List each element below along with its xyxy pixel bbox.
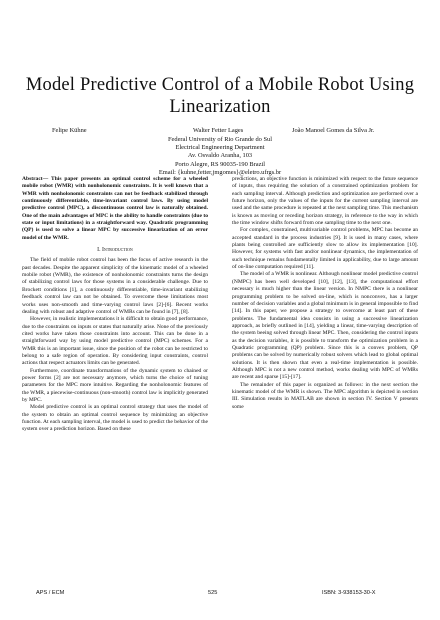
affiliation <box>0 136 440 177</box>
affiliation-email: Email: {kuhne,fetter,jmgomes}@eletro.ufrgs.br <box>158 168 282 176</box>
paragraph: For complex, constrained, multivariable control problems, MPC has become an accepted standard in the process industries [9]. It is used in many cases, where plants being controlled are sufficiently slow to allow its implementation [10]. However, for systems with fast and/or nonlinear dynamics, the implementation of such technique remains fundamentally limited in applicability, due to large amount of on-line computation required [11]. <box>232 227 418 271</box>
abstract: Abstract— This paper presents an optimal control scheme for a wheeled mobile robot (WMR) with nonholonomic constraints. It is well known that a WMR with nonholonomic constraints can not be feedback stabilized through continuously differentiable, time-invariant control laws. By using model predictive control (MPC), a discontinuous control law is naturally obtained. One of the main advantages of MPC is the ability to handle constraints (due to state or input limitations) in a straightforward way. Quadratic programming (QP) is used to solve a linear MPC by successive linearization of an error model of the WMR. <box>22 176 208 241</box>
author-3: João Manoel Gomes da Silva Jr. <box>292 127 375 134</box>
affiliation-line: Av. Osvaldo Aranha, 103 <box>187 152 253 160</box>
paragraph: The model of a WMR is nonlinear. Although nonlinear model predictive control (NMPC) has been well developed [10], [12], [13], the computational effort necessary is much higher than the linear version. In NMPC there is a nonlinear programming problem to be solved on-line, which is nonconvex, has a larger number of decision variables and a global minimum is in general impossible to find [14]. In this paper, we propose a strategy to overcome at least part of these problems. The fundamental idea consists in using a successive linearization approach, as briefly outlined in [14], yielding a linear, time-varying description of the system beeing solved through linear MPC. Then, considering the control inputs as the decision variables, it is possible to transform the optimization problem in a Quadratic programming (QP) problem. Since this is a convex problem, QP problems can be solved by numerically robust solvers which lead to global optimal solutions. It is then shown that even a real-time implementation is possible. Although MPC is not a new control method, works dealing with MPC of WMRs are recent and sparse [15]-[17]. <box>232 271 418 381</box>
left-column <box>22 176 208 434</box>
paragraph: predictions, an objective function is minimized with respect to the future sequence of inputs, thus requiring the solution of a constrained optimization problem for each sampling interval. Although prediction and optimization are performed over a future horizon, only the values of the inputs for the current sampling interval are used and the same procedure is repeated at the next sampling time. This mechanism is known as moving or receding horizon strategy, in reference to the way in which the time window shifts forward from one sampling time to the next one. <box>232 176 418 227</box>
paragraph: Furthermore, coordinate transformations of the dynamic system to chained or power forms [2] are not necessary anymore, which turns the choice of tuning parameters for the MPC more intuitive. Regarding the nonholonomic features of the WMR, a piecewise-continuous (non-smooth) control law is implicitly generated by MPC. <box>22 367 208 403</box>
title-line-2: Linearization <box>169 97 271 117</box>
affiliation-line: Federal University of Rio Grande do Sul <box>167 136 272 143</box>
paragraph: Model predictive control is an optimal control strategy that uses the model of the system to obtain an optimal control sequence by minimizing an objective function. At each sampling interval, the model is used to predict the behavior of the system over a prediction horizon. Based on these <box>22 404 208 433</box>
footer-isbn: ISBN: 3-938153-30-X <box>322 590 376 596</box>
author-1: Felipe Kühne <box>52 127 87 134</box>
footer-left: APS / ECM <box>36 590 65 596</box>
affiliation-line: Porto Alegre, RS 90035-190 Brazil <box>175 160 265 168</box>
section-heading: I. Introduction <box>97 247 133 254</box>
affiliation-line: Electrical Engineering Department <box>175 144 265 152</box>
page-number: 525 <box>208 590 218 596</box>
paragraph: However, in realistic implementations it is difficult to obtain good performance, due to the constraints on inputs or states that naturally arise. None of the previously cited works have taken those constraints into account. This can be done in a straightforward way by using model predictive control (MPC) schemes. For a WMR this is an important issue, since the position of the robot can be restricted to belong to a safe region of operation. By considering input constraints, control actions that respect actuators limits can be generated. <box>22 316 208 367</box>
author-2: Walter Fetter Lages <box>193 127 244 134</box>
paragraph: The remainder of this paper is organized as follows: in the next section the kinematic model of the WMR is shown. The MPC algorithm is depicted in section III. Simulation results in MATLAB are shown in section IV. Section V presents some <box>232 381 418 410</box>
paragraph: The field of mobile robot control has been the focus of active research in the past decades. Despite the apparent simplicity of the kinematic model of a wheeled mobile robot (WMR), the existence of nonholonomic constraints turns the design of stabilizing control laws for those systems in a considerable challenge. Due to Brockett conditions [1], a continuously differentiable, time-invariant stabilizing feedback control law can not be obtained. To overcome these limitations most works uses non-smooth and time-varying control laws [2]-[6]. Recent works dealing with robust and adaptive control of WMRs can be found in [7], [8]. <box>22 257 208 315</box>
title-line-1: Model Predictive Control of a Mobile Robot Using <box>25 75 415 95</box>
paper-title <box>0 74 440 118</box>
right-column <box>232 176 418 411</box>
